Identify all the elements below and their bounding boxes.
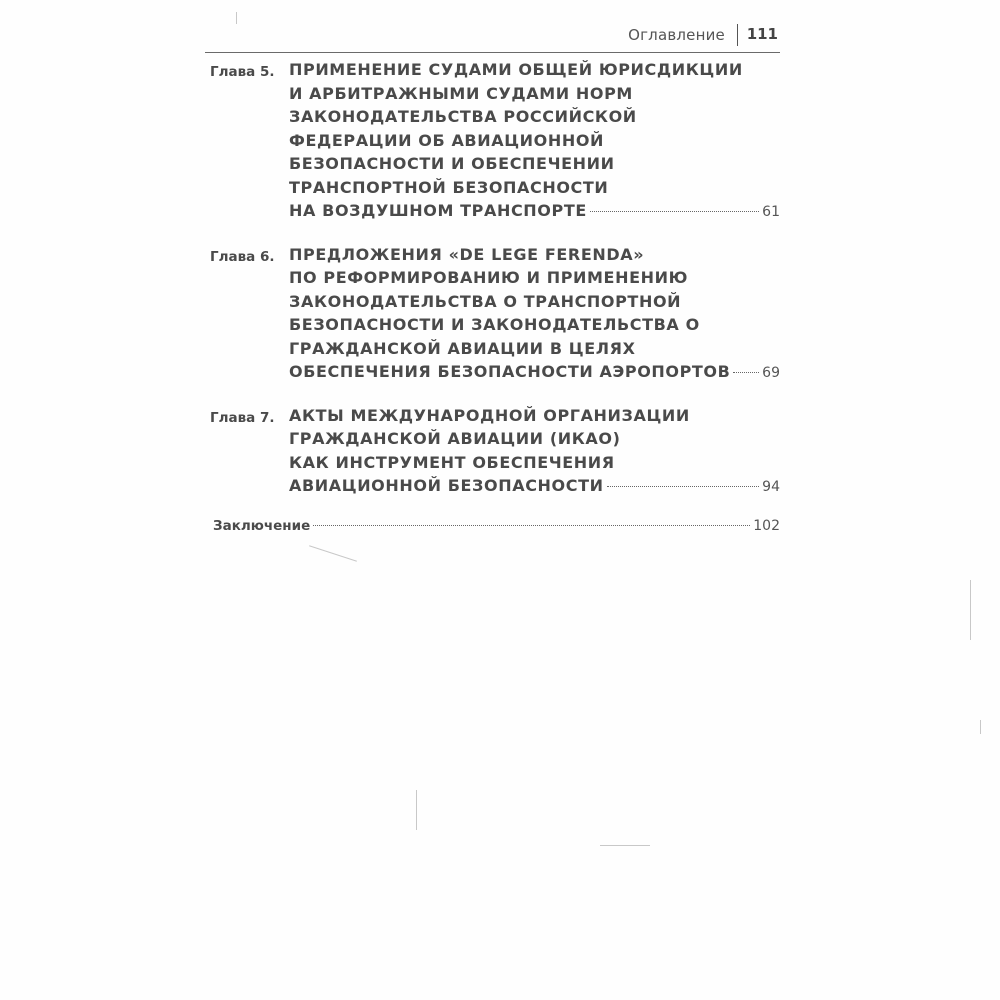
scan-artifact [309,545,357,561]
toc-title-line: КАК ИНСТРУМЕНТ ОБЕСПЕЧЕНИЯ [289,452,615,472]
toc-title-line: ФЕДЕРАЦИИ ОБ АВИАЦИОННОЙ [289,130,605,150]
scan-artifact [416,790,417,830]
running-header-page-number: 111 [746,25,778,43]
dot-leader [607,486,760,487]
toc-title-line: АВИАЦИОННОЙ БЕЗОПАСНОСТИ [289,476,604,495]
toc-title-line: ОБЕСПЕЧЕНИЯ БЕЗОПАСНОСТИ АЭРОПОРТОВ [289,362,731,381]
toc-title-line: И АРБИТРАЖНЫМИ СУДАМИ НОРМ [289,83,633,103]
toc-title-line: ГРАЖДАНСКОЙ АВИАЦИИ (ИКАО) [289,429,621,448]
toc-entry-label: Глава 5. [210,64,275,80]
scan-artifact [980,720,981,734]
toc-title-last-line [289,199,780,225]
toc-title-line: ПО РЕФОРМИРОВАНИЮ И ПРИМЕНЕНИЮ [289,268,688,287]
header-rule [205,52,780,53]
toc-entry-chapter-6[interactable] [205,243,780,386]
dot-leader [313,525,750,526]
toc-entry-title [289,243,780,386]
scan-artifact [970,580,971,640]
scan-artifact [236,12,237,24]
toc-entry-label: Глава 7. [210,409,275,426]
toc-title-line: ПРИМЕНЕНИЕ СУДАМИ ОБЩЕЙ ЮРИСДИКЦИИ [289,60,743,79]
toc-title-line: БЕЗОПАСНОСТИ И ЗАКОНОДАТЕЛЬСТВА О [289,315,700,334]
toc-title-line: БЕЗОПАСНОСТИ И ОБЕСПЕЧЕНИИ [289,154,615,173]
toc-entry-label: Глава 6. [210,248,275,265]
toc-entry-chapter-7[interactable] [205,404,780,500]
toc-title-line: ГРАЖДАНСКОЙ АВИАЦИИ В ЦЕЛЯХ [289,338,636,358]
toc-title-line: ЗАКОНОДАТЕЛЬСТВА РОССИЙСКОЙ [289,107,637,126]
running-header-separator [737,24,738,46]
toc-entry-label: Заключение [213,517,311,534]
toc-title-line: АКТЫ МЕЖДУНАРОДНОЙ ОРГАНИЗАЦИИ [289,405,690,425]
toc-entry-chapter-5[interactable] [205,58,780,225]
toc-page-ref: 69 [762,365,780,381]
running-header-section-title: Оглавление [628,26,725,44]
table-of-contents [205,58,780,534]
toc-title-line: ЗАКОНОДАТЕЛЬСТВА О ТРАНСПОРТНОЙ [289,291,682,311]
toc-title-last-line [289,360,780,386]
toc-title-line: ТРАНСПОРТНОЙ БЕЗОПАСНОСТИ [289,177,609,197]
toc-title-last-line [289,474,780,500]
running-header [205,24,780,52]
toc-page-ref: 94 [762,479,780,495]
toc-page-ref: 102 [753,517,780,534]
toc-entry-conclusion[interactable] [213,518,780,534]
toc-title-line: НА ВОЗДУШНОМ ТРАНСПОРТЕ [289,201,587,220]
dot-leader [733,372,759,373]
toc-title-line: ПРЕДЛОЖЕНИЯ «DE LEGE FERENDA» [289,244,645,264]
toc-entry-title [289,58,780,225]
dot-leader [590,211,759,212]
scan-artifact [600,845,650,846]
toc-entry-title [289,404,780,500]
toc-page-ref: 61 [762,204,780,220]
